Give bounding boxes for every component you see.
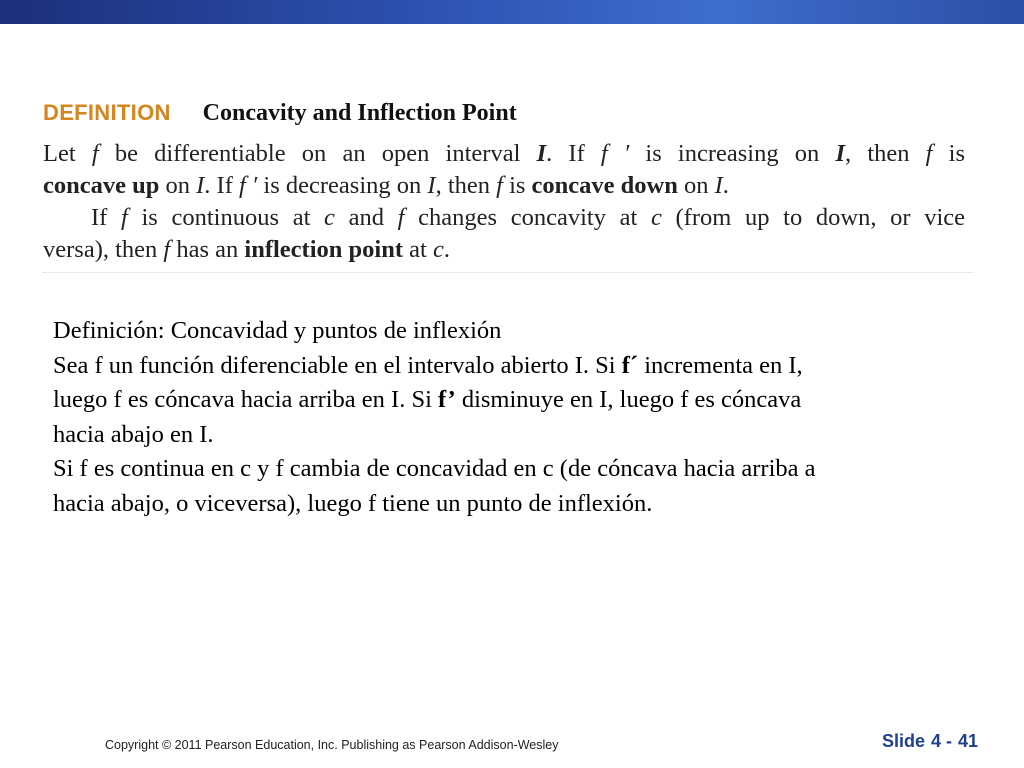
spanish-line-2: Sea f un función diferenciable en el intervalo abierto I. Si f´ incrementa en I, xyxy=(53,351,803,379)
definition-line-2: concave up on I. If f ′ is decreasing on I, then f is concave down on I. xyxy=(43,172,729,199)
definition-box xyxy=(43,98,973,273)
definition-line-3: If f is continuous at c and f changes concavity at c (from up to down, or vice xyxy=(91,204,965,231)
definition-label: DEFINITION xyxy=(43,100,171,125)
spanish-translation xyxy=(53,314,993,521)
spanish-line-5: Si f es continua en c y f cambia de concavidad en c (de cóncava hacia arriba a xyxy=(53,455,816,482)
spanish-line-3: luego f es cóncava hacia arriba en I. Si f’ disminuye en I, luego f es cóncava xyxy=(53,386,802,413)
slide-page: 41 xyxy=(957,731,978,751)
top-banner xyxy=(0,0,1024,24)
spanish-line-4: hacia abajo en I. xyxy=(53,420,214,448)
slide-number xyxy=(882,731,978,752)
spanish-line-6: hacia abajo, o viceversa), luego f tiene un punto de inflexión. xyxy=(53,489,653,517)
definition-line-1: Let f be differentiable on an open interval I. If f ′ is increasing on I, then f is xyxy=(43,140,965,167)
definition-heading: Concavity and Inflection Point xyxy=(202,100,517,126)
slide-label: Slide xyxy=(881,731,925,751)
slide-chapter: 4 - xyxy=(930,731,952,751)
definition-title xyxy=(43,100,517,127)
definition-line-4: versa), then f has an inflection point at c. xyxy=(43,236,450,263)
spanish-line-1: Definición: Concavidad y puntos de inflexión xyxy=(53,317,502,344)
copyright-notice: Copyright © 2011 Pearson Education, Inc. Publishing as Pearson Addison-Wesley xyxy=(105,738,559,752)
